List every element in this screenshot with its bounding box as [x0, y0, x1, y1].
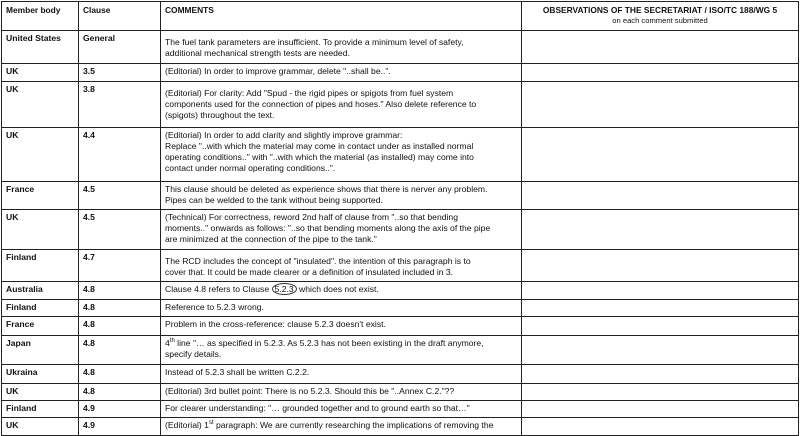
- comments-header: COMMENTS: [161, 2, 522, 31]
- comment-line: specify details.: [165, 349, 222, 359]
- member-body-cell: France: [2, 317, 79, 336]
- member-body-cell: Finland: [2, 300, 79, 317]
- comment-line: The fuel tank parameters are insufficient. To provide a minimum level of safety,: [165, 37, 464, 47]
- clause-cell: General: [79, 31, 161, 64]
- observation-cell: [522, 300, 799, 317]
- member-body-cell: France: [2, 182, 79, 210]
- observation-cell: [522, 31, 799, 64]
- comment-line: Pipes can be welded to the tank without being supported.: [165, 195, 383, 205]
- clause-cell: 4.8: [79, 384, 161, 401]
- clause-cell: 4.9: [79, 401, 161, 418]
- clause-header: Clause: [79, 2, 161, 31]
- observation-cell: [522, 182, 799, 210]
- observations-subtitle: on each comment submitted: [612, 16, 708, 25]
- member-body-cell: Australia: [2, 282, 79, 300]
- comment-line: operating conditions.." with "..with which the material (as installed) may come into: [165, 152, 474, 162]
- table-row: [2, 365, 799, 384]
- comment-line: (Editorial) In order to improve grammar, delete "..shall be..".: [165, 66, 391, 76]
- comment-cell: [161, 336, 522, 365]
- comment-text: line "… as specified in 5.2.3. As 5.2.3 has not been existing in the draft anymore,: [174, 338, 484, 348]
- observation-cell: [522, 365, 799, 384]
- comment-line: Replace "..with which the material may come in contact under as installed normal: [165, 141, 474, 151]
- table-row: [2, 300, 799, 317]
- comment-line: (Editorial) In order to add clarity and slightly improve grammar:: [165, 130, 403, 140]
- clause-cell: 4.8: [79, 336, 161, 365]
- observation-cell: [522, 317, 799, 336]
- member-body-header: Member body: [2, 2, 79, 31]
- table-row: [2, 210, 799, 250]
- table-row: [2, 336, 799, 365]
- observation-cell: [522, 64, 799, 82]
- comment-line: The RCD includes the concept of "insulated". the intention of this paragraph is to: [165, 256, 471, 266]
- comment-line: [165, 338, 517, 349]
- observation-cell: [522, 210, 799, 250]
- clause-cell: 4.5: [79, 182, 161, 210]
- comment-cell: [161, 64, 522, 82]
- comment-cell: [161, 210, 522, 250]
- handwritten-circle-mark: 5.2.3: [272, 283, 297, 295]
- comment-line: additional mechanical strength tests are needed.: [165, 48, 350, 58]
- comment-line: moments.." onwards as follows: "..so that bending moments along the axis of the pipe: [165, 223, 491, 233]
- comment-cell: [161, 317, 522, 336]
- observations-title: OBSERVATIONS OF THE SECRETARIAT / ISO/TC 188/WG 5: [542, 5, 778, 15]
- clause-cell: 4.5: [79, 210, 161, 250]
- comment-cell: [161, 250, 522, 282]
- table-row: [2, 282, 799, 300]
- comment-line: components used for the connection of pipes and hoses." Also delete reference to: [165, 99, 477, 109]
- table-row: [2, 250, 799, 282]
- comments-table: [1, 1, 799, 436]
- comment-text: Clause 4.8 refers to Clause: [165, 284, 272, 294]
- observation-cell: [522, 418, 799, 436]
- observation-cell: [522, 336, 799, 365]
- clause-cell: 3.5: [79, 64, 161, 82]
- clause-cell: 4.8: [79, 317, 161, 336]
- comment-text: 4: [165, 338, 170, 348]
- member-body-cell: UK: [2, 210, 79, 250]
- comment-cell: [161, 128, 522, 182]
- table-row: [2, 182, 799, 210]
- member-body-cell: UK: [2, 128, 79, 182]
- table-row: [2, 64, 799, 82]
- clause-cell: 4.7: [79, 250, 161, 282]
- clause-cell: 4.8: [79, 365, 161, 384]
- member-body-cell: United States: [2, 31, 79, 64]
- header-row: [2, 2, 799, 31]
- comment-line: contact under normal operating conditions..".: [165, 163, 336, 173]
- comment-cell: [161, 182, 522, 210]
- comment-line: (Editorial) 3rd bullet point: There is no 5.2.3. Should this be "..Annex C.2."??: [165, 386, 455, 396]
- comment-cell: [161, 365, 522, 384]
- member-body-cell: Ukraina: [2, 365, 79, 384]
- comment-line: Reference to 5.2.3 wrong.: [165, 302, 264, 312]
- clause-cell: 4.9: [79, 418, 161, 436]
- observation-cell: [522, 250, 799, 282]
- comment-line: cover that. It could be made clearer or a definition of insulated included in 3.: [165, 267, 454, 277]
- comment-line: are minimized at the connection of the pipe to the tank.": [165, 234, 377, 244]
- table-row: [2, 401, 799, 418]
- clause-cell: 4.8: [79, 300, 161, 317]
- member-body-cell: Finland: [2, 401, 79, 418]
- comment-line: For clearer understanding: "… grounded together and to ground earth so that…": [165, 403, 470, 413]
- comment-line: Problem in the cross-reference: clause 5.2.3 doesn't exist.: [165, 319, 386, 329]
- comment-text: (Editorial) 1: [165, 420, 209, 430]
- comment-cell: [161, 384, 522, 401]
- ordinal-suffix: th: [169, 338, 175, 345]
- clause-cell: 4.4: [79, 128, 161, 182]
- table-row: [2, 418, 799, 436]
- observation-cell: [522, 282, 799, 300]
- comment-line: (spigots) throughout the text.: [165, 110, 275, 120]
- ordinal-suffix: st: [208, 420, 214, 427]
- table-row: [2, 317, 799, 336]
- comment-text: which does not exist.: [296, 284, 379, 294]
- comment-line: [165, 284, 517, 295]
- comment-line: [165, 420, 517, 431]
- member-body-cell: Japan: [2, 336, 79, 365]
- observation-cell: [522, 82, 799, 128]
- table-row: [2, 384, 799, 401]
- member-body-cell: UK: [2, 384, 79, 401]
- comment-cell: [161, 82, 522, 128]
- comment-cell: [161, 282, 522, 300]
- comment-cell: [161, 401, 522, 418]
- clause-cell: 3.8: [79, 82, 161, 128]
- comment-text: paragraph: We are currently researching the implications of removing the: [213, 420, 494, 430]
- table-row: [2, 31, 799, 64]
- comment-cell: [161, 31, 522, 64]
- table-row: [2, 128, 799, 182]
- observation-cell: [522, 401, 799, 418]
- member-body-cell: Finland: [2, 250, 79, 282]
- comment-line: This clause should be deleted as experience shows that there is nerver any problem.: [165, 184, 488, 194]
- member-body-cell: UK: [2, 418, 79, 436]
- member-body-cell: UK: [2, 82, 79, 128]
- observation-cell: [522, 384, 799, 401]
- table-row: [2, 82, 799, 128]
- clause-cell: 4.8: [79, 282, 161, 300]
- comment-cell: [161, 418, 522, 436]
- member-body-cell: UK: [2, 64, 79, 82]
- comment-line: (Editorial) For clarity: Add "Spud - the rigid pipes or spigots from fuel system: [165, 88, 454, 98]
- comment-line: Instead of 5.2.3 shall be written C.2.2.: [165, 367, 310, 377]
- observations-header: [522, 2, 799, 31]
- comment-line: (Technical) For correctness, reword 2nd half of clause from "..so that bending: [165, 212, 458, 222]
- comment-cell: [161, 300, 522, 317]
- observation-cell: [522, 128, 799, 182]
